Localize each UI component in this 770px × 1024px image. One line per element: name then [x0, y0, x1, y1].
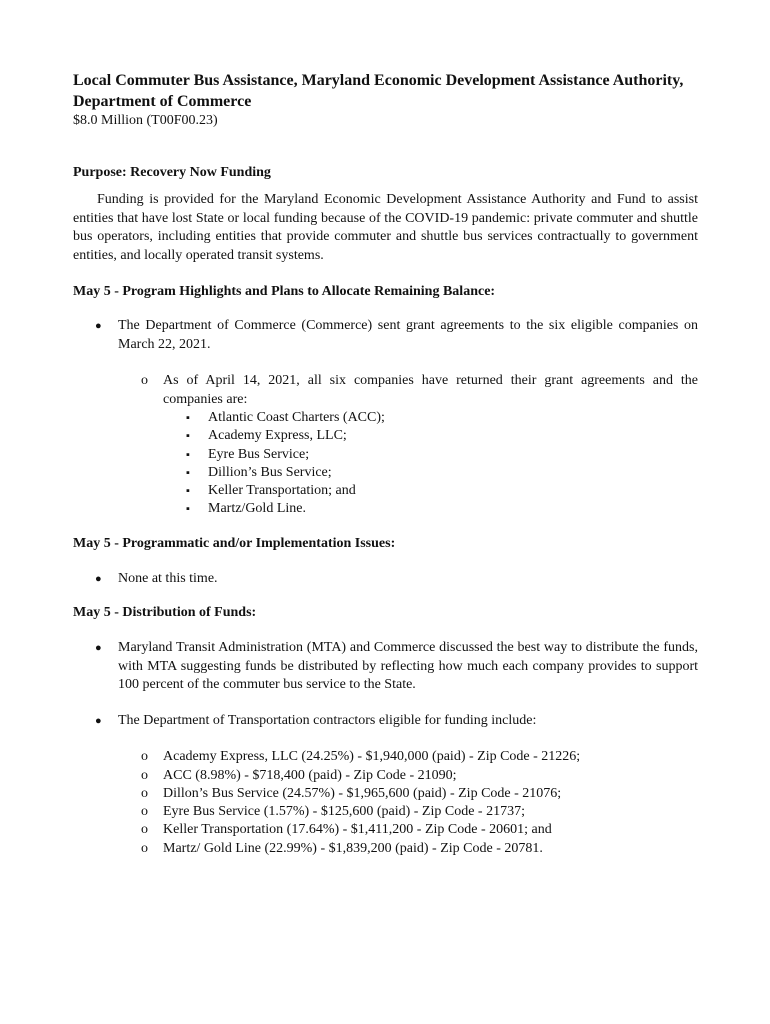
purpose-paragraph: Funding is provided for the Maryland Economic Development Assistance Authority and Fund to assist entities that have lost State or local funding because of the COVID-19 pandemic: private commuter and shuttle bus operators, including entities that provide commuter and shuttle bus services contractually to government entities, and locally operated transit systems.	[73, 192, 698, 263]
square-marker: ▪	[186, 412, 190, 424]
document-subtitle: $8.0 Million (T00F00.23)	[73, 113, 218, 128]
circle-marker: o	[141, 822, 148, 838]
list-item	[73, 785, 698, 803]
list-item	[73, 803, 698, 821]
issues-bullet-text: None at this time.	[118, 570, 218, 586]
contractor-entry: Academy Express, LLC (24.25%) - $1,940,000 (paid) - Zip Code - 21226;	[163, 749, 581, 765]
square-marker: ▪	[186, 503, 190, 516]
bullet-marker: ●	[95, 714, 102, 727]
list-item	[73, 464, 698, 482]
square-marker: ▪	[186, 448, 190, 461]
list-item	[73, 446, 698, 464]
list-item	[73, 748, 698, 766]
highlights-bullet-text: The Department of Commerce (Commerce) sent grant agreements to the six eligible companies on March 22, 2021.	[118, 318, 698, 352]
square-marker: ▪	[186, 485, 190, 498]
list-item	[73, 639, 698, 695]
companies-list	[73, 409, 698, 519]
list-item	[73, 409, 698, 427]
contractor-entry: ACC (8.98%) - $718,400 (paid) - Zip Code - 21090;	[163, 767, 457, 783]
list-item	[73, 840, 698, 858]
distribution-heading: May 5 - Distribution of Funds:	[73, 605, 257, 621]
bullet-marker: ●	[95, 572, 102, 585]
distribution-bullet-text: The Department of Transportation contractors eligible for funding include:	[118, 712, 537, 728]
list-item	[73, 570, 698, 589]
company-name: Keller Transportation; and	[208, 483, 356, 499]
circle-marker: o	[141, 804, 148, 820]
purpose-heading: Purpose: Recovery Now Funding	[73, 165, 271, 180]
contractors-list	[73, 748, 698, 858]
circle-marker: o	[141, 373, 148, 388]
list-item	[73, 500, 698, 518]
square-marker: ▪	[186, 466, 190, 479]
circle-marker: o	[141, 785, 148, 801]
list-item	[73, 712, 698, 731]
contractor-entry: Dillon’s Bus Service (24.57%) - $1,965,600 (paid) - Zip Code - 21076;	[163, 785, 562, 801]
highlights-list	[73, 317, 698, 354]
document-title: Local Commuter Bus Assistance, Maryland Economic Development Assistance Authority, Department of Commerce	[73, 72, 684, 110]
list-item	[73, 821, 698, 839]
highlights-heading: May 5 - Program Highlights and Plans to Allocate Remaining Balance:	[73, 284, 496, 299]
list-item	[73, 767, 698, 785]
list-item	[73, 427, 698, 445]
issues-heading: May 5 - Programmatic and/or Implementation Issues:	[73, 535, 396, 551]
company-name: Atlantic Coast Charters (ACC);	[208, 410, 385, 425]
distribution-bullet-text: Maryland Transit Administration (MTA) and Commerce discussed the best way to distribute the funds, with MTA suggesting funds be distributed by reflecting how much each company provides to support 100 percent of the commuter bus service to the State.	[118, 640, 698, 693]
list-item	[73, 317, 698, 354]
company-name: Dillion’s Bus Service;	[208, 464, 332, 480]
company-name: Academy Express, LLC;	[208, 428, 347, 444]
issues-list	[73, 570, 698, 589]
highlights-sub-bullet	[73, 372, 698, 409]
highlights-sub-bullet-text: As of April 14, 2021, all six companies have returned their grant agreements and the companies are:	[163, 373, 698, 407]
company-name: Eyre Bus Service;	[208, 446, 310, 462]
square-marker: ▪	[186, 430, 190, 443]
company-name: Martz/Gold Line.	[208, 501, 306, 517]
list-item	[73, 482, 698, 500]
contractor-entry: Martz/ Gold Line (22.99%) - $1,839,200 (paid) - Zip Code - 20781.	[163, 840, 543, 856]
distribution-list	[73, 639, 698, 730]
circle-marker: o	[141, 840, 148, 856]
circle-marker: o	[141, 767, 148, 783]
contractor-entry: Eyre Bus Service (1.57%) - $125,600 (paid) - Zip Code - 21737;	[163, 804, 525, 820]
circle-marker: o	[141, 749, 148, 765]
contractor-entry: Keller Transportation (17.64%) - $1,411,200 - Zip Code - 20601; and	[163, 822, 552, 838]
bullet-marker: ●	[95, 642, 102, 655]
bullet-marker: ●	[95, 320, 102, 332]
